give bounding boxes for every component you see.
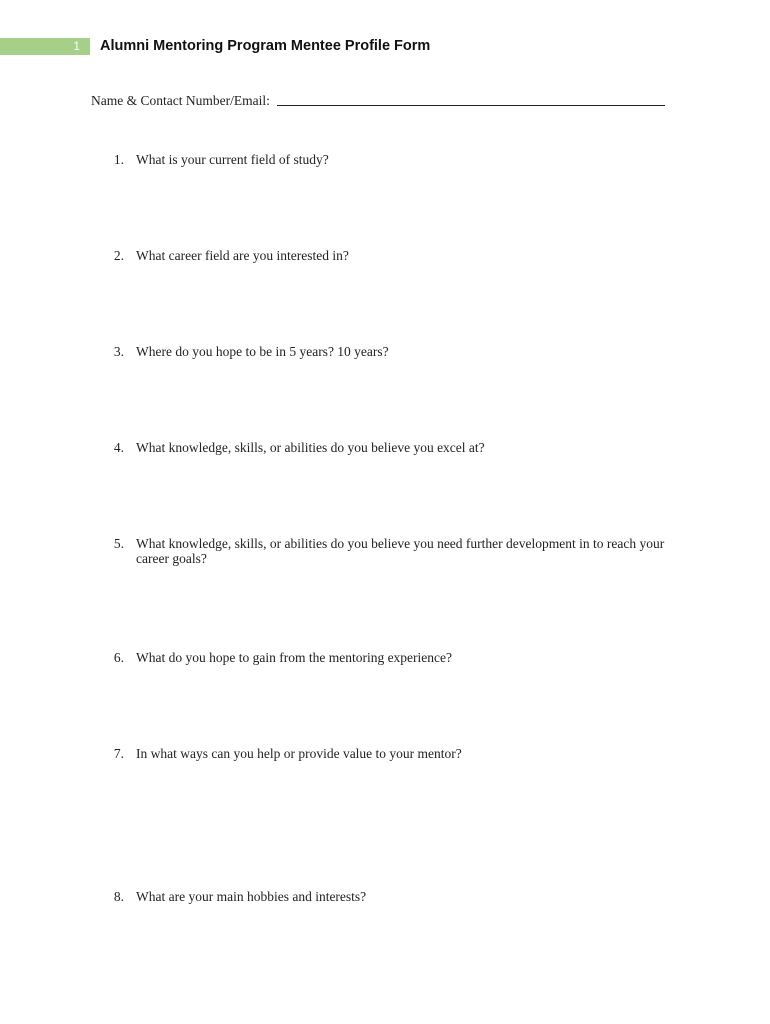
question-number: 6.: [113, 650, 124, 665]
page-number: 1: [73, 39, 80, 53]
question-number: 5.: [113, 536, 124, 551]
header-band: [0, 38, 90, 55]
question-text: What knowledge, skills, or abilities do you believe you excel at?: [136, 440, 485, 455]
answer-area[interactable]: [136, 174, 666, 234]
question-number: 3.: [113, 344, 124, 359]
question-text: In what ways can you help or provide value to your mentor?: [136, 746, 462, 761]
answer-area[interactable]: [136, 911, 666, 1001]
answer-area[interactable]: [136, 672, 666, 732]
question-text: What do you hope to gain from the mentoring experience?: [136, 650, 453, 665]
question-number: 2.: [113, 248, 124, 263]
answer-area[interactable]: [136, 462, 666, 522]
question-number: 8.: [113, 889, 124, 904]
question-text: What are your main hobbies and interests?: [136, 889, 367, 904]
question-text: Where do you hope to be in 5 years? 10 years?: [136, 344, 389, 359]
answer-area[interactable]: [136, 270, 666, 330]
question-text: What is your current field of study?: [136, 152, 329, 167]
contact-input-line[interactable]: [277, 105, 665, 106]
question-text: What knowledge, skills, or abilities do you believe you need further development in to reach your career goals?: [136, 536, 665, 566]
answer-area[interactable]: [136, 366, 666, 426]
question-number: 1.: [113, 152, 124, 167]
document-title: Alumni Mentoring Program Mentee Profile Form: [100, 38, 431, 54]
question-number: 4.: [113, 440, 124, 455]
answer-area[interactable]: [136, 768, 666, 868]
question-number: 7.: [113, 746, 124, 761]
answer-area[interactable]: [136, 576, 666, 636]
contact-label: Name & Contact Number/Email:: [91, 93, 270, 108]
question-text: What career field are you interested in?: [136, 248, 349, 263]
